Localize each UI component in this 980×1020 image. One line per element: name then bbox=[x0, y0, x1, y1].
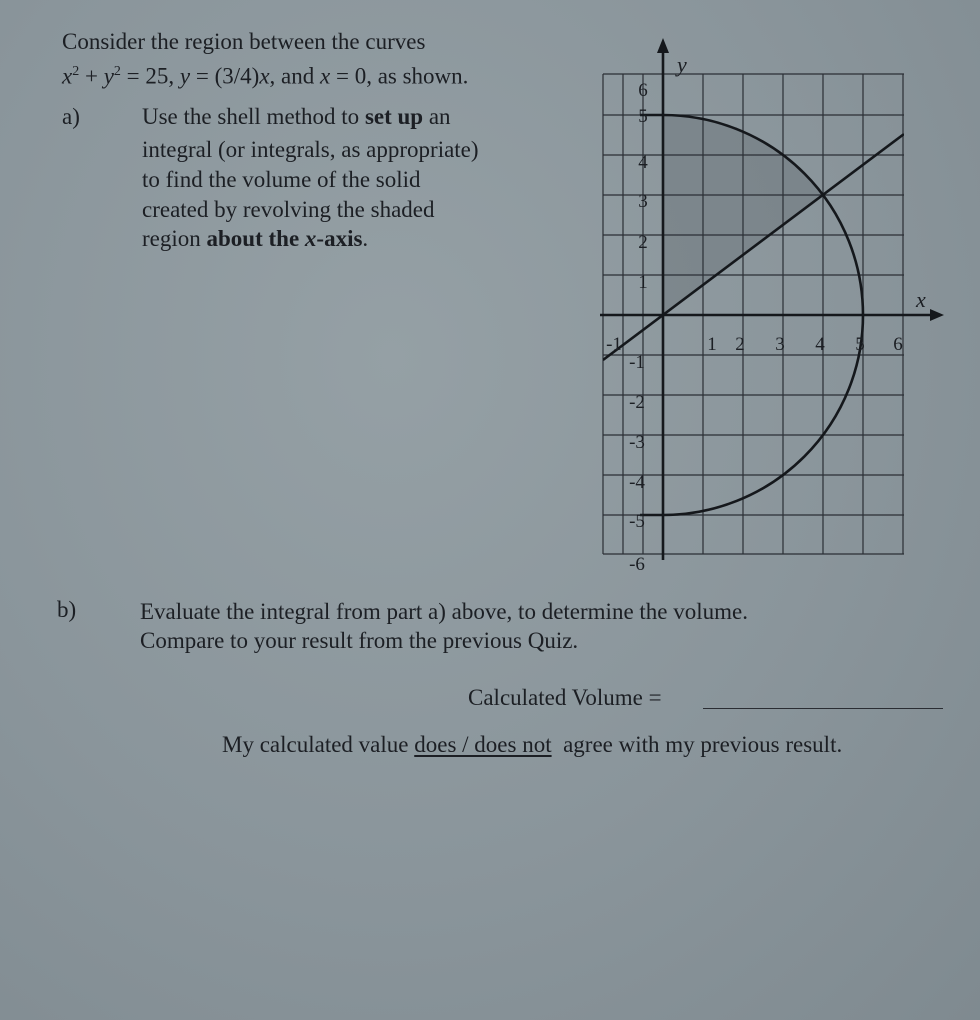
eq2-x: x bbox=[259, 63, 270, 89]
y-tick-6: 6 bbox=[638, 80, 648, 101]
part-a-label: a) bbox=[62, 104, 80, 129]
eq-exp-2: 2 bbox=[113, 64, 121, 79]
part-a-text: Use the shell method to bbox=[142, 104, 365, 129]
part-b-label: b) bbox=[57, 597, 77, 622]
x-tick-4: 4 bbox=[815, 334, 825, 355]
y-tick-neg3: -3 bbox=[629, 432, 645, 453]
eq2-and: , and bbox=[269, 63, 320, 89]
y-tick-2: 2 bbox=[638, 232, 648, 253]
eq-y: y bbox=[103, 63, 114, 89]
part-a-bold: set up bbox=[364, 104, 424, 129]
eq3-rest: = 0, as shown. bbox=[330, 63, 469, 89]
x-tick-3: 3 bbox=[775, 334, 785, 355]
x-axis-label: x bbox=[916, 287, 926, 312]
part-b-line-1: Evaluate the integral from part a) above, to determine the volume. bbox=[140, 599, 748, 624]
y-tick-3: 3 bbox=[638, 191, 648, 212]
agreement-statement bbox=[222, 731, 842, 759]
part-a-line-3: to find the volume of the solid bbox=[142, 167, 421, 192]
y-tick-1: 1 bbox=[638, 272, 648, 293]
part-a-line-2: integral (or integrals, as appropriate) bbox=[142, 137, 479, 162]
eq-x: x bbox=[62, 63, 73, 89]
x-tick-1: 1 bbox=[707, 334, 717, 355]
eq-rest: = 25, bbox=[120, 63, 180, 89]
intro-text: Consider the region between the curves bbox=[62, 29, 426, 54]
eq2-y: y bbox=[179, 63, 191, 89]
part-b-line-2: Compare to your result from the previous Quiz. bbox=[140, 628, 579, 653]
agreement-text: My calculated value bbox=[222, 732, 415, 757]
y-axis-label: y bbox=[677, 52, 687, 77]
y-tick-neg4: -4 bbox=[629, 472, 645, 493]
x-tick-neg1: -1 bbox=[606, 334, 622, 355]
volume-answer-blank[interactable] bbox=[703, 708, 943, 709]
part-a-var: x bbox=[304, 226, 317, 251]
x-tick-6: 6 bbox=[893, 334, 903, 355]
eq-plus: + bbox=[79, 63, 104, 89]
eq2-mid: = (3/4) bbox=[190, 63, 260, 89]
agreement-text: agree with my previous result. bbox=[551, 732, 843, 757]
x-tick-2: 2 bbox=[735, 334, 745, 355]
y-tick-neg5: -5 bbox=[629, 511, 645, 532]
part-a-line-4: created by revolving the shaded bbox=[142, 197, 435, 222]
y-tick-neg2: -2 bbox=[629, 392, 645, 413]
part-a-bold: about the bbox=[206, 226, 305, 251]
eq3-x: x bbox=[320, 63, 331, 89]
agreement-choice[interactable]: does / does not bbox=[414, 732, 552, 757]
y-tick-4: 4 bbox=[638, 152, 648, 173]
part-a-text: an bbox=[423, 104, 451, 129]
part-a-text: region bbox=[142, 226, 207, 251]
part-a-bold: -axis bbox=[316, 226, 363, 251]
y-tick-neg1: -1 bbox=[629, 352, 645, 373]
y-tick-5: 5 bbox=[638, 106, 648, 127]
eq-exp: 2 bbox=[72, 64, 80, 79]
part-a-text: . bbox=[362, 226, 369, 251]
volume-label: Calculated Volume = bbox=[468, 685, 662, 710]
x-tick-5: 5 bbox=[855, 334, 865, 355]
y-tick-neg6: -6 bbox=[629, 554, 645, 575]
